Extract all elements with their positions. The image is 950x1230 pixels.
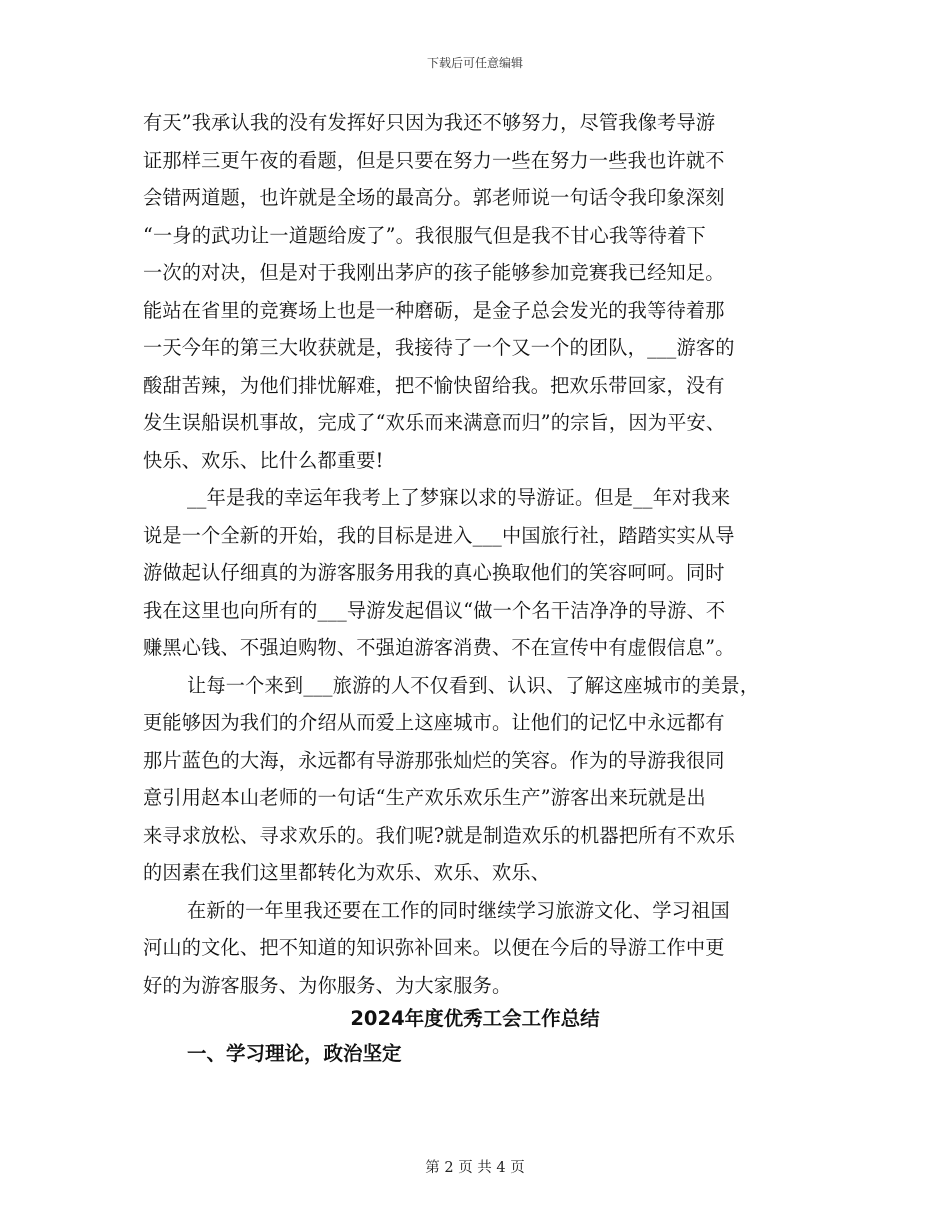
- text-line: 游做起认仔细真的为游客服务用我的真心换取他们的笑容呵呵。同时: [143, 561, 725, 584]
- text-line: 河山的文化、把不知道的知识弥补回来。以便在今后的导游工作中更: [143, 936, 725, 959]
- text-line: 赚黑心钱、不强迫购物、不强迫游客消费、不在宣传中有虚假信息”。: [143, 636, 735, 659]
- text-line: 一次的对决，但是对于我刚出茅庐的孩子能够参加竞赛我已经知足。: [143, 261, 725, 284]
- text-line: 快乐、欢乐、比什么都重要!: [143, 448, 384, 472]
- paragraph-start-line: 让每一个来到___旅游的人不仅看到、认识、了解这座城市的美景，: [187, 673, 760, 697]
- text-line: 发生误船误机事故，完成了“欢乐而来满意而归”的宗旨，因为平安、: [143, 411, 726, 434]
- text-line: 有天”我承认我的没有发挥好只因为我还不够努力，尽管我像考导游: [143, 111, 716, 134]
- paragraph-start-line: 在新的一年里我还要在工作的同时继续学习旅游文化、学习祖国: [187, 898, 730, 922]
- document-body: [143, 104, 833, 1004]
- text-line: 的因素在我们这里都转化为欢乐、欢乐、欢乐、: [143, 861, 551, 884]
- text-line: 来寻求放松、寻求欢乐的。我们呢?就是制造欢乐的机器把所有不欢乐: [143, 823, 736, 847]
- text-line: 那片蓝色的大海，永远都有导游那张灿烂的笑容。作为的导游我很同: [143, 748, 725, 772]
- text-line: 会错两道题，也许就是全场的最高分。郭老师说一句话令我印象深刻: [143, 186, 725, 209]
- text-line: 证那样三更午夜的看题，但是只要在努力一些在努力一些我也许就不: [143, 148, 725, 172]
- page-footer: 第 2 页 共 4 页: [425, 1160, 525, 1176]
- text-line: 意引用赵本山老师的一句话“生产欢乐欢乐生产”游客出来玩就是出: [143, 786, 706, 809]
- text-line: “一身的武功让一道题给废了”。我很服气但是我不甘心我等待着下: [143, 223, 706, 247]
- page-header: 下载后可任意编辑: [426, 56, 523, 70]
- paragraph-start-line: __年是我的幸运年我考上了梦寐以求的导游证。但是__年对我来: [187, 486, 731, 509]
- text-line: 好的为游客服务、为你服务、为大家服务。: [143, 973, 512, 997]
- text-line: 更能够因为我们的介绍从而爱上这座城市。让他们的记忆中永远都有: [143, 711, 725, 734]
- text-line: 说是一个全新的开始，我的目标是进入___中国旅行社，踏踏实实从导: [143, 523, 735, 547]
- section-title: 2024年度优秀工会工作总结: [350, 1007, 600, 1030]
- text-line: 一天今年的第三大收获就是，我接待了一个又一个的团队，___游客的: [143, 336, 735, 359]
- text-line: 我在这里也向所有的___导游发起倡议“做一个名干洁净净的导游、不: [143, 598, 726, 622]
- text-line: 酸甜苦辣，为他们排忧解难，把不愉快留给我。把欢乐带回家，没有: [143, 373, 725, 397]
- text-line: 能站在省里的竞赛场上也是一种磨砺，是金子总会发光的我等待着那: [143, 298, 725, 322]
- section-subheading: 一、学习理论，政治坚定: [187, 1042, 402, 1065]
